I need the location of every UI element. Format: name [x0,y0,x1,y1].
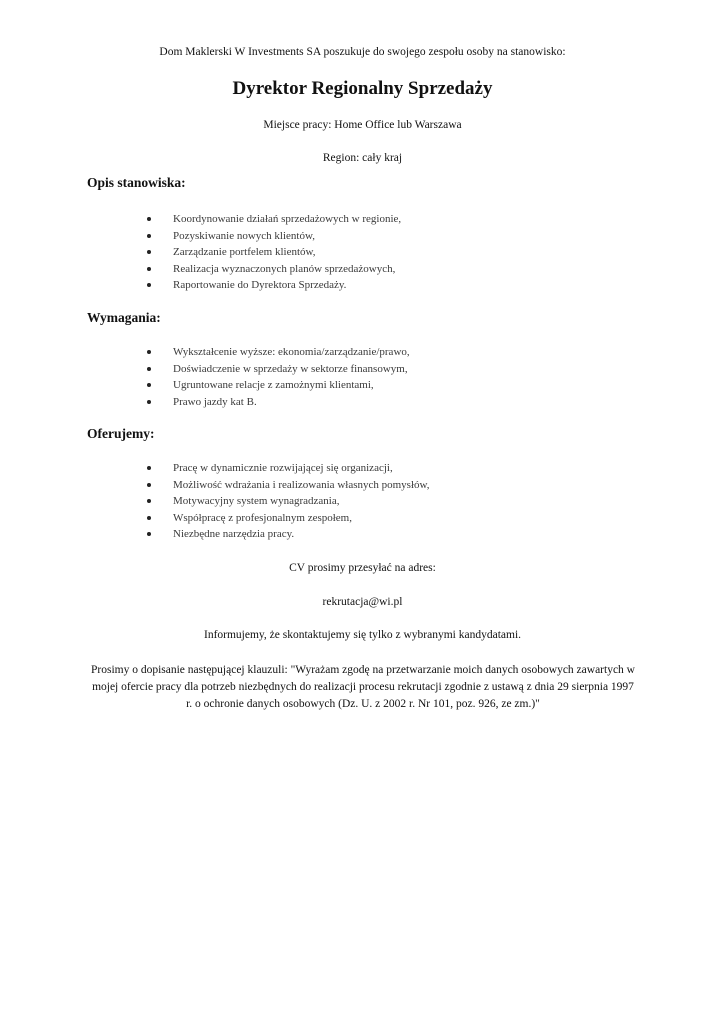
bullet-icon [147,383,151,387]
bullet-icon [147,350,151,354]
cv-prompt-text: CV prosimy przesyłać na adres: [289,562,436,574]
section-heading-description: Opis stanowiska: [87,175,186,190]
gdpr-clause [85,662,641,713]
contact-notice: Informujemy, że skontaktujemy się tylko z wybranymi kandydatami. [203,629,522,641]
bullet-icon [147,516,151,520]
bullet-icon [147,466,151,470]
document-page: Dom Maklerski W Investments SA poszukuje do swojego zespołu osoby na stanowisko: Dyrektor Regionalny Sprzedaży Miejsce pracy: Home Office lub Warszawa Region: cały kraj Opis stanowiska: Koordynowanie działań sprzedażowych w regionie, Pozyskiwanie nowych klientów, Zarządzanie portfelem klientów, Realizacja wyznaczonych planów sprzedażowych, Raportowanie do Dyrektora Sprzedaży. Wymagania: Wykształcenie wyższe: ekonomia/zarządzanie/prawo, Doświadczenie w sprzedaży w sektorze finansowym, Ugruntowane relacje z zamożnymi klientami, Prawo jazdy kat B. Oferujemy: Pracę w dynamicznie rozwijającej się organizacji, Możliwość wdrażania i realizowania własnych pomysłów, Motywacyjny system wynagradzania, Współpracę z profesjonalnym zespołem, Niezbędne narzędzia pracy. CV prosimy przesyłać na adres: rekrutacja@wi.pl Informujemy, że skontaktujemy się tylko z wybranymi kandydatami. Prosimy o dopisanie następującej klauzuli: "Wyrażam zgodę na przetwarzanie moich danych osobowych zawartych w mojej ofercie pracy dla potrzeb niezbędnych do realizacji procesu rekrutacji zgodnie z ustawą z dnia 29 sierpnia 1997 r. o ochronie danych osobowych (Dz. U. z 2002 r. Nr 101, poz. 926, ze zm.)" [0,0,725,1024]
bullet-icon [147,217,151,221]
workplace-text: Miejsce pracy: Home Office lub Warszawa [263,119,462,131]
bullet-icon [147,499,151,503]
clause-line: Prosimy o dopisanie następującej klauzuli: "Wyrażam zgodę na przetwarzanie moich danych osobowych zawartych w [91,664,635,676]
bullet-icon [147,367,151,371]
clause-line: mojej ofercie pracy dla potrzeb niezbędnych do realizacji procesu rekrutacji zgodnie z ustawą z dnia 29 sierpnia 1997 [92,681,634,693]
bullet-icon [147,283,151,287]
section-heading-requirements: Wymagania: [87,310,161,325]
section-heading-offer: Oferujemy: [87,426,155,441]
bullet-icon [147,532,151,536]
bullet-icon [147,250,151,254]
clause-line: r. o ochronie danych osobowych (Dz. U. z 2002 r. Nr 101, poz. 926, ze zm.)" [186,698,540,710]
job-title: Dyrektor Regionalny Sprzedaży [232,78,493,99]
region-text: Region: cały kraj [322,152,403,164]
bullet-icon [147,483,151,487]
contact-email: rekrutacja@wi.pl [322,596,403,608]
bullet-icon [147,267,151,271]
bullet-icon [147,400,151,404]
bullet-icon [147,234,151,238]
intro-text: Dom Maklerski W Investments SA poszukuje do swojego zespołu osoby na stanowisko: [159,46,566,58]
